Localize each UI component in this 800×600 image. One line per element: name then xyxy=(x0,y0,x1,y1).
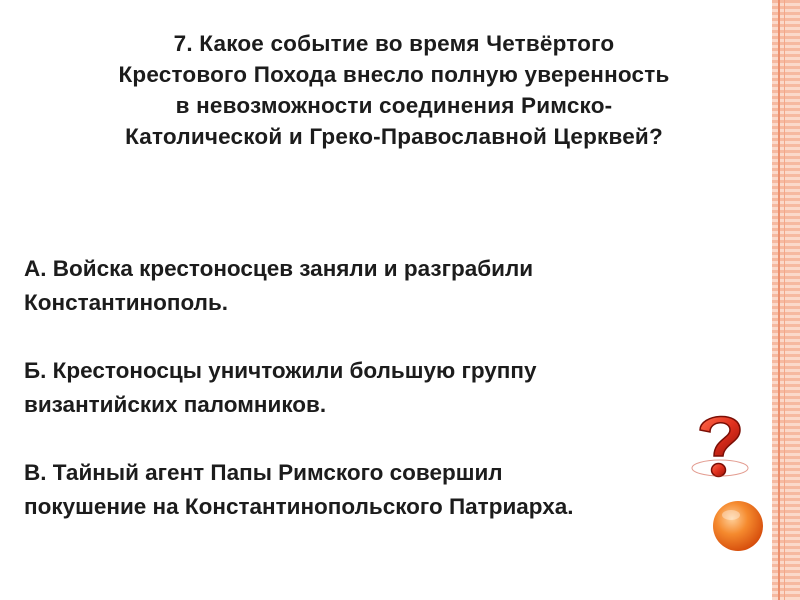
answer-list xyxy=(24,252,724,558)
question-line: 7. Какое событие во время Четвёртого xyxy=(173,31,615,56)
answer-option-c[interactable] xyxy=(24,456,724,524)
answer-line: покушение на Константинопольского Патриарха. xyxy=(24,494,574,519)
orange-orb-icon xyxy=(712,500,764,552)
answer-line: византийских паломников. xyxy=(24,392,327,417)
question-text xyxy=(24,28,764,152)
question-line: Крестового Похода внесло полную уверенность xyxy=(118,62,670,87)
answer-line: Б. Крестоносцы уничтожили большую группу xyxy=(24,358,537,383)
answer-line: А. Войска крестоносцев заняли и разграбили xyxy=(24,256,534,281)
answer-option-a[interactable] xyxy=(24,252,724,320)
question-line: в невозможности соединения Римско- xyxy=(175,93,613,118)
border-line xyxy=(778,0,780,600)
question-mark-icon xyxy=(690,406,750,486)
question-line: Католической и Греко-Православной Церквей? xyxy=(125,124,663,149)
answer-line: Константинополь. xyxy=(24,290,229,315)
answer-option-b[interactable] xyxy=(24,354,724,422)
answer-line: В. Тайный агент Папы Римского совершил xyxy=(24,460,503,485)
border-line xyxy=(784,0,785,600)
decorative-border xyxy=(772,0,800,600)
